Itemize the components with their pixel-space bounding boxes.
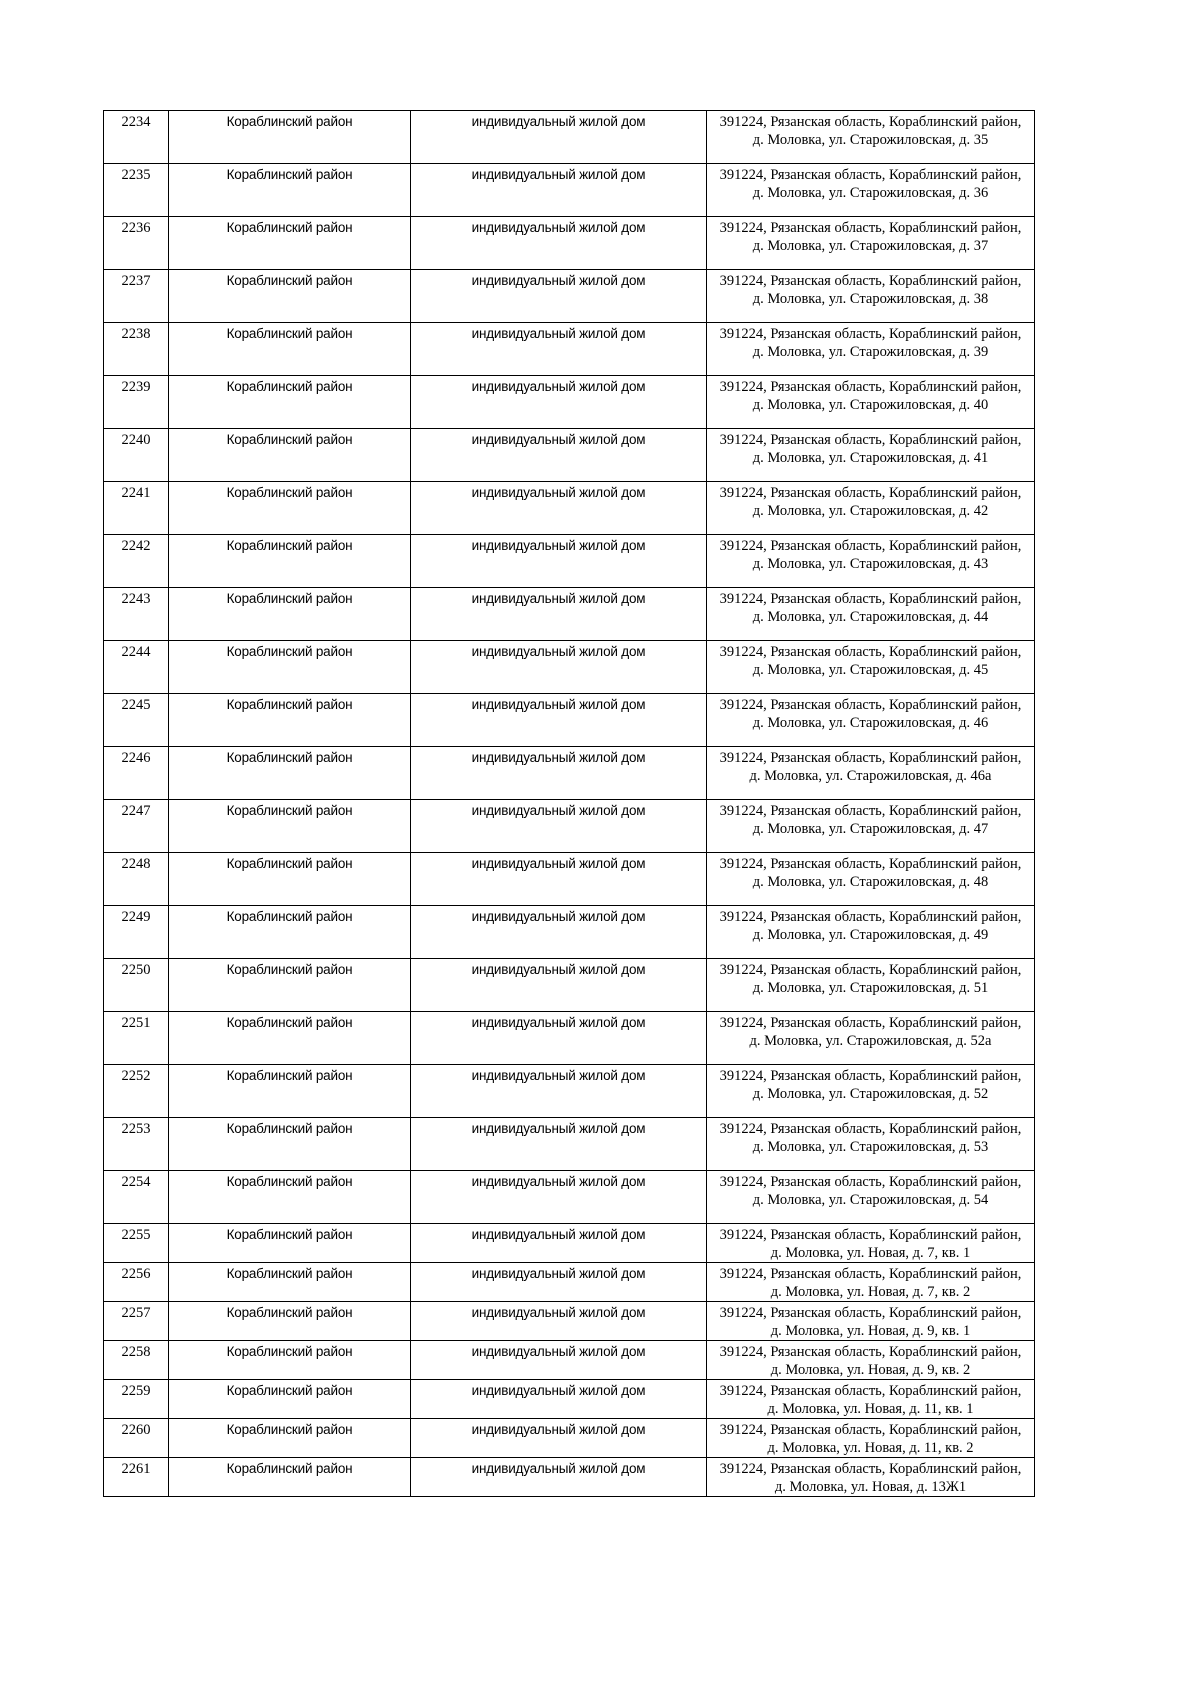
object-type-cell xyxy=(411,1224,707,1263)
address-cell xyxy=(707,641,1035,694)
object-type-cell xyxy=(411,270,707,323)
object-type-text: индивидуальный жилой дом xyxy=(471,1266,646,1281)
row-number-cell xyxy=(104,217,169,270)
row-number-text: 2253 xyxy=(121,1121,151,1137)
address-cell xyxy=(707,1380,1035,1419)
object-type-text: индивидуальный жилой дом xyxy=(471,220,646,235)
address-cell xyxy=(707,376,1035,429)
district-text: Кораблинский район xyxy=(226,1383,353,1398)
object-type-cell xyxy=(411,1118,707,1171)
row-number-cell xyxy=(104,1458,169,1497)
table-row xyxy=(104,1012,1035,1065)
object-type-cell xyxy=(411,1419,707,1458)
row-number-text: 2258 xyxy=(121,1344,151,1360)
address-line-2: д. Моловка, ул. Новая, д. 9, кв. 1 xyxy=(770,1323,971,1339)
address-cell xyxy=(707,1065,1035,1118)
row-number-text: 2249 xyxy=(121,909,151,925)
address-line-2: д. Моловка, ул. Новая, д. 7, кв. 2 xyxy=(770,1284,971,1300)
district-cell xyxy=(169,906,411,959)
object-type-cell xyxy=(411,800,707,853)
row-number-cell xyxy=(104,694,169,747)
object-type-cell xyxy=(411,853,707,906)
address-cell xyxy=(707,482,1035,535)
district-cell xyxy=(169,853,411,906)
district-cell xyxy=(169,164,411,217)
table-row xyxy=(104,1065,1035,1118)
district-cell xyxy=(169,959,411,1012)
row-number-cell xyxy=(104,641,169,694)
row-number-text: 2254 xyxy=(121,1174,151,1190)
address-line-2: д. Моловка, ул. Старожиловская, д. 39 xyxy=(752,344,989,360)
table-row xyxy=(104,323,1035,376)
address-cell xyxy=(707,1341,1035,1380)
address-line-2: д. Моловка, ул. Старожиловская, д. 37 xyxy=(752,238,989,254)
district-cell xyxy=(169,1341,411,1380)
row-number-cell xyxy=(104,535,169,588)
address-line-1: 391224, Рязанская область, Кораблинский район, xyxy=(719,1461,1022,1477)
object-type-cell xyxy=(411,1341,707,1380)
address-line-2: д. Моловка, ул. Старожиловская, д. 41 xyxy=(752,450,989,466)
district-cell xyxy=(169,1171,411,1224)
address-line-2: д. Моловка, ул. Новая, д. 11, кв. 1 xyxy=(767,1401,974,1417)
district-cell xyxy=(169,1302,411,1341)
object-type-cell xyxy=(411,1302,707,1341)
table-row xyxy=(104,906,1035,959)
table-row xyxy=(104,164,1035,217)
row-number-cell xyxy=(104,906,169,959)
row-number-cell xyxy=(104,1302,169,1341)
object-type-cell xyxy=(411,535,707,588)
district-text: Кораблинский район xyxy=(226,326,353,341)
address-cell xyxy=(707,959,1035,1012)
address-line-1: 391224, Рязанская область, Кораблинский район, xyxy=(719,1121,1022,1137)
row-number-text: 2260 xyxy=(121,1422,151,1438)
row-number-text: 2242 xyxy=(121,538,151,554)
address-line-1: 391224, Рязанская область, Кораблинский район, xyxy=(719,1422,1022,1438)
district-text: Кораблинский район xyxy=(226,167,353,182)
address-cell xyxy=(707,111,1035,164)
table-row xyxy=(104,800,1035,853)
row-number-cell xyxy=(104,1012,169,1065)
district-cell xyxy=(169,482,411,535)
object-type-text: индивидуальный жилой дом xyxy=(471,1461,646,1476)
row-number-cell xyxy=(104,1118,169,1171)
object-type-cell xyxy=(411,747,707,800)
district-cell xyxy=(169,429,411,482)
row-number-text: 2244 xyxy=(121,644,151,660)
table-row xyxy=(104,853,1035,906)
address-cell xyxy=(707,1224,1035,1263)
address-line-1: 391224, Рязанская область, Кораблинский район, xyxy=(719,432,1022,448)
address-line-1: 391224, Рязанская область, Кораблинский район, xyxy=(719,167,1022,183)
object-type-cell xyxy=(411,694,707,747)
table-row xyxy=(104,217,1035,270)
row-number-text: 2247 xyxy=(121,803,151,819)
district-cell xyxy=(169,1118,411,1171)
row-number-cell xyxy=(104,800,169,853)
address-cell xyxy=(707,1171,1035,1224)
object-type-text: индивидуальный жилой дом xyxy=(471,1344,646,1359)
address-line-1: 391224, Рязанская область, Кораблинский район, xyxy=(719,1068,1022,1084)
district-cell xyxy=(169,641,411,694)
object-type-cell xyxy=(411,1012,707,1065)
address-cell xyxy=(707,323,1035,376)
row-number-text: 2240 xyxy=(121,432,151,448)
table-row xyxy=(104,535,1035,588)
address-line-1: 391224, Рязанская область, Кораблинский район, xyxy=(719,856,1022,872)
object-type-cell xyxy=(411,641,707,694)
row-number-text: 2257 xyxy=(121,1305,151,1321)
row-number-text: 2261 xyxy=(121,1461,151,1477)
object-type-cell xyxy=(411,164,707,217)
row-number-cell xyxy=(104,323,169,376)
object-type-cell xyxy=(411,323,707,376)
table-row xyxy=(104,1302,1035,1341)
district-cell xyxy=(169,270,411,323)
address-line-2: д. Моловка, ул. Старожиловская, д. 44 xyxy=(752,609,989,625)
district-cell xyxy=(169,1419,411,1458)
address-line-2: д. Моловка, ул. Старожиловская, д. 48 xyxy=(752,874,989,890)
address-line-2: д. Моловка, ул. Старожиловская, д. 54 xyxy=(752,1192,989,1208)
table-row xyxy=(104,1171,1035,1224)
table-row xyxy=(104,111,1035,164)
address-line-2: д. Моловка, ул. Старожиловская, д. 46а xyxy=(749,768,992,784)
object-type-text: индивидуальный жилой дом xyxy=(471,962,646,977)
row-number-cell xyxy=(104,1263,169,1302)
district-text: Кораблинский район xyxy=(226,1227,353,1242)
row-number-text: 2248 xyxy=(121,856,151,872)
address-line-2: д. Моловка, ул. Старожиловская, д. 45 xyxy=(752,662,989,678)
object-type-cell xyxy=(411,1458,707,1497)
address-line-2: д. Моловка, ул. Старожиловская, д. 35 xyxy=(752,132,989,148)
district-text: Кораблинский район xyxy=(226,114,353,129)
district-cell xyxy=(169,535,411,588)
table-row xyxy=(104,1419,1035,1458)
object-type-text: индивидуальный жилой дом xyxy=(471,379,646,394)
district-text: Кораблинский район xyxy=(226,1422,353,1437)
object-type-text: индивидуальный жилой дом xyxy=(471,326,646,341)
address-line-1: 391224, Рязанская область, Кораблинский район, xyxy=(719,1174,1022,1190)
object-type-text: индивидуальный жилой дом xyxy=(471,803,646,818)
row-number-cell xyxy=(104,747,169,800)
address-line-2: д. Моловка, ул. Старожиловская, д. 51 xyxy=(752,980,989,996)
row-number-cell xyxy=(104,1341,169,1380)
row-number-cell xyxy=(104,1224,169,1263)
object-type-text: индивидуальный жилой дом xyxy=(471,856,646,871)
address-line-2: д. Моловка, ул. Новая, д. 9, кв. 2 xyxy=(770,1362,971,1378)
address-line-1: 391224, Рязанская область, Кораблинский район, xyxy=(719,644,1022,660)
row-number-cell xyxy=(104,429,169,482)
row-number-text: 2250 xyxy=(121,962,151,978)
row-number-cell xyxy=(104,111,169,164)
object-type-cell xyxy=(411,1380,707,1419)
object-type-cell xyxy=(411,376,707,429)
district-cell xyxy=(169,1380,411,1419)
address-line-2: д. Моловка, ул. Старожиловская, д. 40 xyxy=(752,397,989,413)
table-row xyxy=(104,1341,1035,1380)
object-type-text: индивидуальный жилой дом xyxy=(471,1121,646,1136)
table-body xyxy=(104,111,1035,1497)
object-type-cell xyxy=(411,906,707,959)
object-type-text: индивидуальный жилой дом xyxy=(471,1227,646,1242)
row-number-cell xyxy=(104,376,169,429)
table-row xyxy=(104,959,1035,1012)
address-line-1: 391224, Рязанская область, Кораблинский район, xyxy=(719,1227,1022,1243)
row-number-cell xyxy=(104,1065,169,1118)
address-line-1: 391224, Рязанская область, Кораблинский район, xyxy=(719,1344,1022,1360)
table-row xyxy=(104,588,1035,641)
row-number-text: 2237 xyxy=(121,273,151,289)
district-text: Кораблинский район xyxy=(226,697,353,712)
table-row xyxy=(104,694,1035,747)
object-type-text: индивидуальный жилой дом xyxy=(471,591,646,606)
district-text: Кораблинский район xyxy=(226,909,353,924)
object-type-text: индивидуальный жилой дом xyxy=(471,114,646,129)
row-number-text: 2239 xyxy=(121,379,151,395)
district-cell xyxy=(169,1263,411,1302)
table-row xyxy=(104,1458,1035,1497)
object-type-text: индивидуальный жилой дом xyxy=(471,750,646,765)
district-text: Кораблинский район xyxy=(226,750,353,765)
row-number-text: 2252 xyxy=(121,1068,151,1084)
row-number-text: 2234 xyxy=(121,114,151,130)
address-line-2: д. Моловка, ул. Новая, д. 13Ж1 xyxy=(774,1479,967,1495)
row-number-cell xyxy=(104,1419,169,1458)
district-text: Кораблинский район xyxy=(226,273,353,288)
district-text: Кораблинский район xyxy=(226,803,353,818)
table-row xyxy=(104,270,1035,323)
row-number-cell xyxy=(104,482,169,535)
object-type-text: индивидуальный жилой дом xyxy=(471,1068,646,1083)
row-number-text: 2255 xyxy=(121,1227,151,1243)
address-line-1: 391224, Рязанская область, Кораблинский район, xyxy=(719,1305,1022,1321)
address-line-2: д. Моловка, ул. Старожиловская, д. 52а xyxy=(749,1033,992,1049)
table-row xyxy=(104,1263,1035,1302)
table-row xyxy=(104,376,1035,429)
district-cell xyxy=(169,747,411,800)
district-cell xyxy=(169,323,411,376)
district-text: Кораблинский район xyxy=(226,591,353,606)
address-line-1: 391224, Рязанская область, Кораблинский район, xyxy=(719,909,1022,925)
address-line-1: 391224, Рязанская область, Кораблинский район, xyxy=(719,1383,1022,1399)
address-cell xyxy=(707,1263,1035,1302)
row-number-text: 2238 xyxy=(121,326,151,342)
object-type-cell xyxy=(411,482,707,535)
table-row xyxy=(104,482,1035,535)
address-line-2: д. Моловка, ул. Старожиловская, д. 53 xyxy=(752,1139,989,1155)
district-text: Кораблинский район xyxy=(226,538,353,553)
address-cell xyxy=(707,535,1035,588)
district-cell xyxy=(169,588,411,641)
district-text: Кораблинский район xyxy=(226,1015,353,1030)
district-text: Кораблинский район xyxy=(226,1068,353,1083)
address-cell xyxy=(707,217,1035,270)
row-number-text: 2243 xyxy=(121,591,151,607)
address-line-1: 391224, Рязанская область, Кораблинский район, xyxy=(719,1015,1022,1031)
address-line-2: д. Моловка, ул. Старожиловская, д. 52 xyxy=(752,1086,989,1102)
address-line-1: 391224, Рязанская область, Кораблинский район, xyxy=(719,273,1022,289)
address-line-2: д. Моловка, ул. Старожиловская, д. 36 xyxy=(752,185,989,201)
table-row xyxy=(104,1380,1035,1419)
address-line-1: 391224, Рязанская область, Кораблинский район, xyxy=(719,220,1022,236)
row-number-text: 2256 xyxy=(121,1266,151,1282)
district-text: Кораблинский район xyxy=(226,856,353,871)
row-number-cell xyxy=(104,959,169,1012)
district-text: Кораблинский район xyxy=(226,1174,353,1189)
district-cell xyxy=(169,694,411,747)
object-type-cell xyxy=(411,429,707,482)
object-type-text: индивидуальный жилой дом xyxy=(471,909,646,924)
address-cell xyxy=(707,1302,1035,1341)
district-text: Кораблинский район xyxy=(226,962,353,977)
address-line-2: д. Моловка, ул. Старожиловская, д. 43 xyxy=(752,556,989,572)
row-number-text: 2246 xyxy=(121,750,151,766)
address-line-1: 391224, Рязанская область, Кораблинский район, xyxy=(719,1266,1022,1282)
table-row xyxy=(104,1118,1035,1171)
district-text: Кораблинский район xyxy=(226,220,353,235)
district-cell xyxy=(169,1458,411,1497)
object-type-cell xyxy=(411,217,707,270)
district-cell xyxy=(169,1065,411,1118)
object-type-text: индивидуальный жилой дом xyxy=(471,485,646,500)
row-number-text: 2259 xyxy=(121,1383,151,1399)
address-line-2: д. Моловка, ул. Новая, д. 7, кв. 1 xyxy=(770,1245,971,1261)
address-cell xyxy=(707,747,1035,800)
row-number-cell xyxy=(104,164,169,217)
object-type-text: индивидуальный жилой дом xyxy=(471,1174,646,1189)
district-text: Кораблинский район xyxy=(226,644,353,659)
address-cell xyxy=(707,1419,1035,1458)
district-cell xyxy=(169,217,411,270)
address-line-1: 391224, Рязанская область, Кораблинский район, xyxy=(719,326,1022,342)
address-cell xyxy=(707,1012,1035,1065)
address-line-2: д. Моловка, ул. Старожиловская, д. 38 xyxy=(752,291,989,307)
object-type-cell xyxy=(411,1263,707,1302)
object-type-text: индивидуальный жилой дом xyxy=(471,644,646,659)
row-number-text: 2235 xyxy=(121,167,151,183)
row-number-cell xyxy=(104,1171,169,1224)
address-line-2: д. Моловка, ул. Старожиловская, д. 49 xyxy=(752,927,989,943)
row-number-cell xyxy=(104,588,169,641)
address-line-1: 391224, Рязанская область, Кораблинский район, xyxy=(719,114,1022,130)
district-text: Кораблинский район xyxy=(226,379,353,394)
address-cell xyxy=(707,270,1035,323)
table-row xyxy=(104,429,1035,482)
row-number-text: 2236 xyxy=(121,220,151,236)
housing-table xyxy=(103,110,1035,1497)
row-number-text: 2241 xyxy=(121,485,151,501)
object-type-text: индивидуальный жилой дом xyxy=(471,1015,646,1030)
object-type-text: индивидуальный жилой дом xyxy=(471,167,646,182)
object-type-text: индивидуальный жилой дом xyxy=(471,1305,646,1320)
object-type-text: индивидуальный жилой дом xyxy=(471,1422,646,1437)
address-line-1: 391224, Рязанская область, Кораблинский район, xyxy=(719,591,1022,607)
table-row xyxy=(104,641,1035,694)
object-type-cell xyxy=(411,1171,707,1224)
table-row xyxy=(104,747,1035,800)
row-number-cell xyxy=(104,1380,169,1419)
object-type-text: индивидуальный жилой дом xyxy=(471,697,646,712)
district-text: Кораблинский район xyxy=(226,1305,353,1320)
object-type-text: индивидуальный жилой дом xyxy=(471,273,646,288)
address-line-1: 391224, Рязанская область, Кораблинский район, xyxy=(719,538,1022,554)
address-cell xyxy=(707,1118,1035,1171)
row-number-text: 2251 xyxy=(121,1015,151,1031)
object-type-text: индивидуальный жилой дом xyxy=(471,538,646,553)
address-cell xyxy=(707,906,1035,959)
object-type-cell xyxy=(411,111,707,164)
object-type-cell xyxy=(411,959,707,1012)
address-cell xyxy=(707,800,1035,853)
district-cell xyxy=(169,1012,411,1065)
district-cell xyxy=(169,111,411,164)
address-cell xyxy=(707,694,1035,747)
address-line-2: д. Моловка, ул. Старожиловская, д. 47 xyxy=(752,821,989,837)
district-text: Кораблинский район xyxy=(226,1121,353,1136)
address-line-1: 391224, Рязанская область, Кораблинский район, xyxy=(719,750,1022,766)
address-line-1: 391224, Рязанская область, Кораблинский район, xyxy=(719,379,1022,395)
address-cell xyxy=(707,164,1035,217)
district-cell xyxy=(169,1224,411,1263)
table-row xyxy=(104,1224,1035,1263)
address-line-1: 391224, Рязанская область, Кораблинский район, xyxy=(719,485,1022,501)
object-type-cell xyxy=(411,1065,707,1118)
address-cell xyxy=(707,1458,1035,1497)
district-text: Кораблинский район xyxy=(226,1344,353,1359)
district-text: Кораблинский район xyxy=(226,485,353,500)
address-cell xyxy=(707,429,1035,482)
address-line-1: 391224, Рязанская область, Кораблинский район, xyxy=(719,697,1022,713)
address-cell xyxy=(707,588,1035,641)
district-cell xyxy=(169,376,411,429)
address-line-2: д. Моловка, ул. Старожиловская, д. 42 xyxy=(752,503,989,519)
address-line-2: д. Моловка, ул. Старожиловская, д. 46 xyxy=(752,715,989,731)
district-text: Кораблинский район xyxy=(226,1461,353,1476)
object-type-text: индивидуальный жилой дом xyxy=(471,1383,646,1398)
object-type-cell xyxy=(411,588,707,641)
address-line-2: д. Моловка, ул. Новая, д. 11, кв. 2 xyxy=(767,1440,974,1456)
district-text: Кораблинский район xyxy=(226,432,353,447)
district-cell xyxy=(169,800,411,853)
address-line-1: 391224, Рязанская область, Кораблинский район, xyxy=(719,803,1022,819)
row-number-text: 2245 xyxy=(121,697,151,713)
row-number-cell xyxy=(104,270,169,323)
address-line-1: 391224, Рязанская область, Кораблинский район, xyxy=(719,962,1022,978)
district-text: Кораблинский район xyxy=(226,1266,353,1281)
object-type-text: индивидуальный жилой дом xyxy=(471,432,646,447)
row-number-cell xyxy=(104,853,169,906)
address-cell xyxy=(707,853,1035,906)
